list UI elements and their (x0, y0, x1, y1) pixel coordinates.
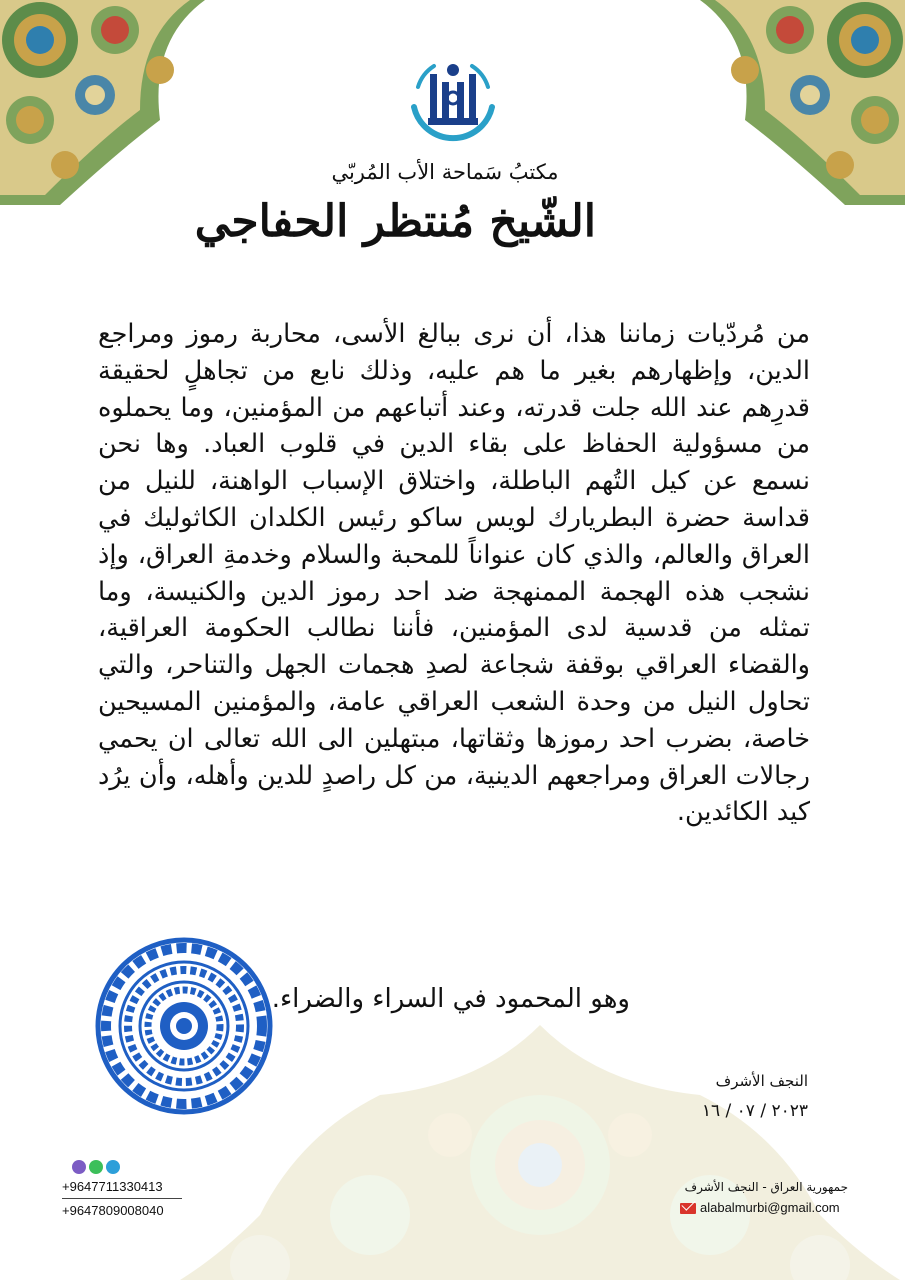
closing-line: وهو المحمود في السراء والضراء. (271, 984, 630, 1014)
address: جمهورية العراق - النجف الأشرف (684, 1180, 848, 1194)
signature-date: ٢٠٢٣ / ٠٧ / ١٦ (701, 1101, 808, 1121)
ornament-pattern (0, 0, 205, 205)
signature-place: النجف الأشرف (715, 1072, 808, 1090)
email-address: alabalmurbi@gmail.com (700, 1200, 840, 1215)
calligraphic-emblem-icon (404, 52, 502, 150)
whatsapp-icon (89, 1160, 103, 1174)
statement-body: من مُردّيات زماننا هذا، أن نرى ببالغ الأسى، محاربة رموز ومراجع الدين، وإظهارهم بغير ما هم عليه، وذلك نابع من تجاهلٍ لحقيقة قدرِهم عند الله جلت قدرته، وعند أتباعهم من المؤمنين، وما يحملوه من مسؤولية الحفاظ على بقاء الدين في قلوب العباد. وها نحن نسمع عن كيل التُهم الباطلة، واختلاق الإسباب الواهنة، للنيل من قداسة حضرة البطريارك لويس ساكو رئيس الكلدان الكاثوليك في العراق والعالم، والذي كان عنواناً للمحبة والسلام وخدمةِ العراق، وإذ نشجب هذه الهجمة الممنهجة ضد احد رموز الدين والكنيسة، وما تمثله من قدسية لدى المؤمنين، فأننا نطالب الحكومة العراقية، والقضاء العراقي بوقفة شجاعة لصدِ هجمات الجهل والتناحر، والتي تحاول النيل من وحدة الشعب العراقي عامة، والمؤمنين المسيحين خاصة، بضرب احد رموزها وثقاتها، مبتهلين الى الله تعالى ان يحمي رجالات العراق ومراجعهم الدينية، من كل راصدٍ للدين وأهله، وأن يرُد كيد الكائدين. (98, 319, 810, 828)
corner-ornament-right (700, 0, 905, 205)
ornament-pattern (700, 0, 905, 205)
blue-circular-seal-icon (93, 935, 275, 1117)
viber-icon (72, 1160, 86, 1174)
corner-ornament-left (0, 0, 205, 205)
contact-icons-row (72, 1160, 122, 1176)
phone-number-2: +9647809008040 (62, 1203, 164, 1218)
phone-divider (62, 1198, 182, 1199)
watermark-pattern (180, 1015, 900, 1280)
email-row (680, 1200, 850, 1218)
phone-number-1: +9647711330413 (62, 1179, 163, 1194)
sheikh-name-title: الشّيخ مُنتظر الحفاجي (194, 196, 596, 247)
background-ornament-watermark (180, 1015, 900, 1280)
office-title: مكتبُ سَماحة الأب المُربّي (331, 160, 559, 184)
mail-icon (680, 1203, 696, 1214)
telegram-icon (106, 1160, 120, 1174)
